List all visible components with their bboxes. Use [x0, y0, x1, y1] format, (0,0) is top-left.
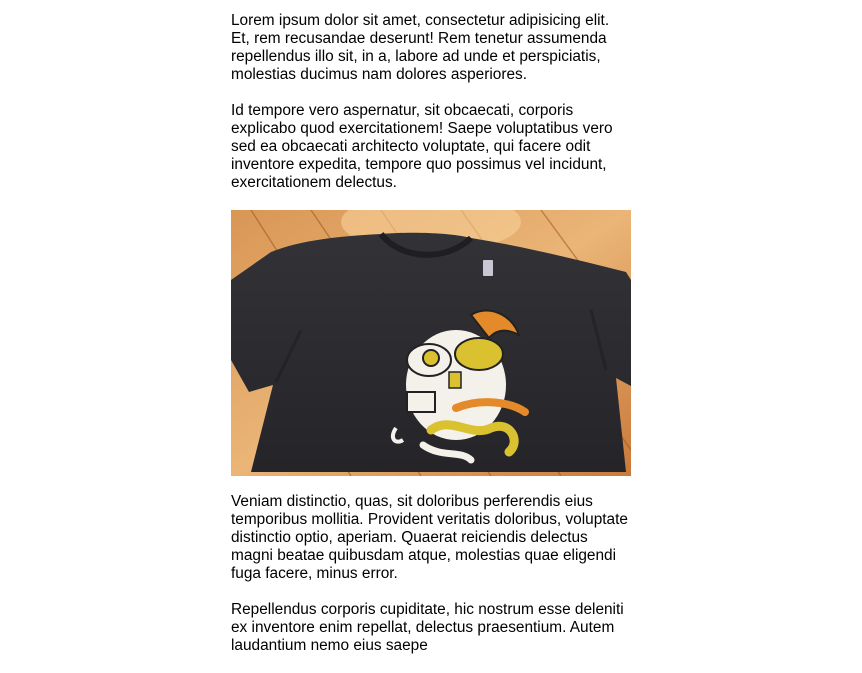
- tshirt-photo-graphic: [231, 210, 631, 476]
- tshirt-tag: [483, 260, 493, 276]
- paragraph-2: Id tempore vero aspernatur, sit obcaecati, corporis explicabo quod exercitationem! Saepe voluptatibus vero sed ea obcaecati architecto voluptate, qui facere odit inventore expedita, tempore quo possimus vel incidunt, exercitationem delectus.: [231, 102, 613, 191]
- paragraph-1: Lorem ipsum dolor sit amet, consectetur adipisicing elit. Et, rem recusandae deserunt! Rem tenetur assumenda repellendus illo sit, in a, labore ad unde et perspiciatis, molestias ducimus nam dolores asperiores.: [231, 12, 610, 83]
- paragraph-4: Repellendus corporis cupiditate, hic nostrum esse deleniti ex inventore enim repellat, delectus praesentium. Autem laudantium nemo eius saepe: [231, 601, 624, 654]
- tshirt-photo: [231, 210, 631, 476]
- article: [231, 12, 631, 673]
- paragraph-3: Veniam distinctio, quas, sit doloribus perferendis eius temporibus mollitia. Provident veritatis doloribus, voluptate distinctio optio, aperiam. Quaerat reiciendis delectus magni beatae quibusdam atque, molestias quae eligendi fuga facere, minus error.: [231, 493, 628, 582]
